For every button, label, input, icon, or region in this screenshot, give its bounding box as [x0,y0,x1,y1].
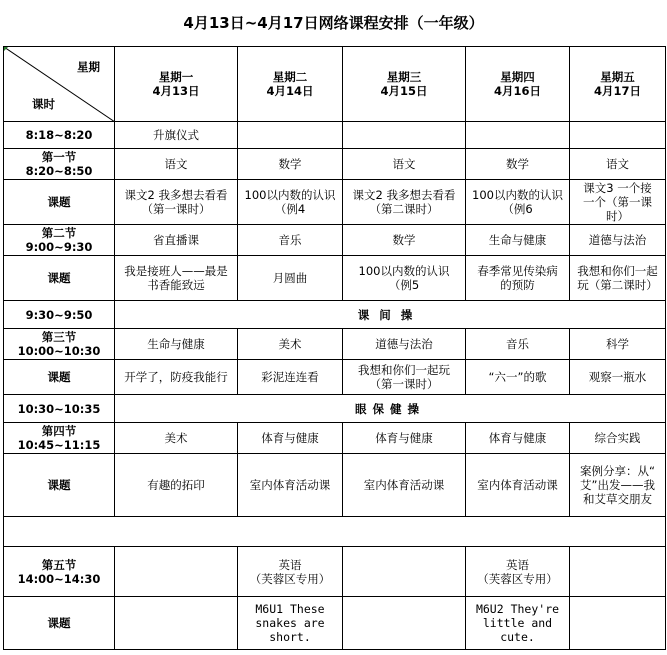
subject-cell: 科学 [570,329,666,360]
day-header-wed: 星期三 4月15日 [343,47,466,122]
topic-cell: M6U2 They're little and cute. [466,597,570,650]
topic-cell: 我想和你们一起 玩（第二课时） [570,256,666,301]
subject-cell: 省直播课 [115,225,238,256]
lunch-spacer-row [4,517,666,547]
period-2-topic-row [4,256,666,301]
day-header-fri: 星期五 4月17日 [570,47,666,122]
period-3-topic-row [4,360,666,395]
topic-cell: 我想和你们一起玩 （第一课时） [343,360,466,395]
empty-cell [4,517,666,547]
corner-lesson-label: 课时 [32,97,55,111]
period-3-row [4,329,666,360]
subject-cell: 语文 [343,149,466,180]
day-header-mon: 星期一 4月13日 [115,47,238,122]
subject-cell [570,547,666,597]
topic-cell: 彩泥连连看 [238,360,343,395]
period-label: 第四节 10:45~11:15 [4,423,115,454]
topic-cell: “六一”的歌 [466,360,570,395]
topic-cell [343,597,466,650]
subject-cell: 美术 [238,329,343,360]
subject-cell: 体育与健康 [238,423,343,454]
period-1-row [4,149,666,180]
subject-cell: 数学 [343,225,466,256]
period-5-row [4,547,666,597]
header-row [4,47,666,122]
topic-cell: M6U1 These snakes are short. [238,597,343,650]
period-label: 第二节 9:00~9:30 [4,225,115,256]
subject-cell: 综合实践 [570,423,666,454]
period-label: 第五节 14:00~14:30 [4,547,115,597]
topic-cell: 课文3 一个接 一个（第一课 时） [570,180,666,225]
flag-row [4,122,666,149]
day-header-tue: 星期二 4月14日 [238,47,343,122]
topic-cell: 室内体育活动课 [343,454,466,517]
subject-cell: 体育与健康 [343,423,466,454]
period-2-row [4,225,666,256]
subject-cell: 语文 [115,149,238,180]
topic-cell: 我是接班人——最是 书香能致远 [115,256,238,301]
eye-exercise-cell: 眼保健操 [115,395,666,423]
period-label: 第三节 10:00~10:30 [4,329,115,360]
empty-cell [570,122,666,149]
topic-label: 课题 [4,597,115,650]
topic-cell: 100以内数的认识 （例4 [238,180,343,225]
subject-cell: 数学 [238,149,343,180]
topic-cell: 100以内数的认识 （例5 [343,256,466,301]
period-1-topic-row [4,180,666,225]
subject-cell [343,547,466,597]
subject-cell: 生命与健康 [466,225,570,256]
topic-label: 课题 [4,256,115,301]
empty-cell [238,122,343,149]
empty-cell [466,122,570,149]
diagonal-line [4,47,115,122]
eye-exercise-row [4,395,666,423]
schedule-table [3,46,666,650]
period-4-row [4,423,666,454]
topic-cell: 100以内数的认识 （例6 [466,180,570,225]
subject-cell: 音乐 [238,225,343,256]
subject-cell: 生命与健康 [115,329,238,360]
break-exercise-cell: 课间操 [115,301,666,329]
time-label: 9:30~9:50 [4,301,115,329]
subject-cell: 英语 （芙蓉区专用） [238,547,343,597]
topic-label: 课题 [4,454,115,517]
subject-cell [115,547,238,597]
subject-cell: 英语 （芙蓉区专用） [466,547,570,597]
topic-cell: 观察一瓶水 [570,360,666,395]
corner-week-label: 星期 [77,60,100,74]
topic-cell: 课文2 我多想去看看 （第二课时） [343,180,466,225]
period-label: 第一节 8:20~8:50 [4,149,115,180]
subject-cell: 道德与法治 [343,329,466,360]
empty-cell [343,122,466,149]
subject-cell: 体育与健康 [466,423,570,454]
topic-cell: 月圆曲 [238,256,343,301]
subject-cell: 语文 [570,149,666,180]
break-exercise-row [4,301,666,329]
topic-label: 课题 [4,360,115,395]
subject-cell: 道德与法治 [570,225,666,256]
topic-label: 课题 [4,180,115,225]
topic-cell: 室内体育活动课 [466,454,570,517]
page-title: 4月13日~4月17日网络课程安排（一年级） [183,14,484,32]
time-label: 8:18~8:20 [4,122,115,149]
flag-ceremony-cell: 升旗仪式 [115,122,238,149]
subject-cell: 美术 [115,423,238,454]
subject-cell: 音乐 [466,329,570,360]
topic-cell: 春季常见传染病 的预防 [466,256,570,301]
topic-cell [570,597,666,650]
subject-cell: 数学 [466,149,570,180]
period-4-topic-row [4,454,666,517]
topic-cell [115,597,238,650]
topic-cell: 有趣的拓印 [115,454,238,517]
period-5-topic-row [4,597,666,650]
topic-cell: 案例分享：从“ 艾”出发——我 和艾草交朋友 [570,454,666,517]
corner-cell [4,47,115,122]
topic-cell: 室内体育活动课 [238,454,343,517]
time-label: 10:30~10:35 [4,395,115,423]
day-header-thu: 星期四 4月16日 [466,47,570,122]
topic-cell: 课文2 我多想去看看 （第一课时） [115,180,238,225]
topic-cell: 开学了，防疫我能行 [115,360,238,395]
